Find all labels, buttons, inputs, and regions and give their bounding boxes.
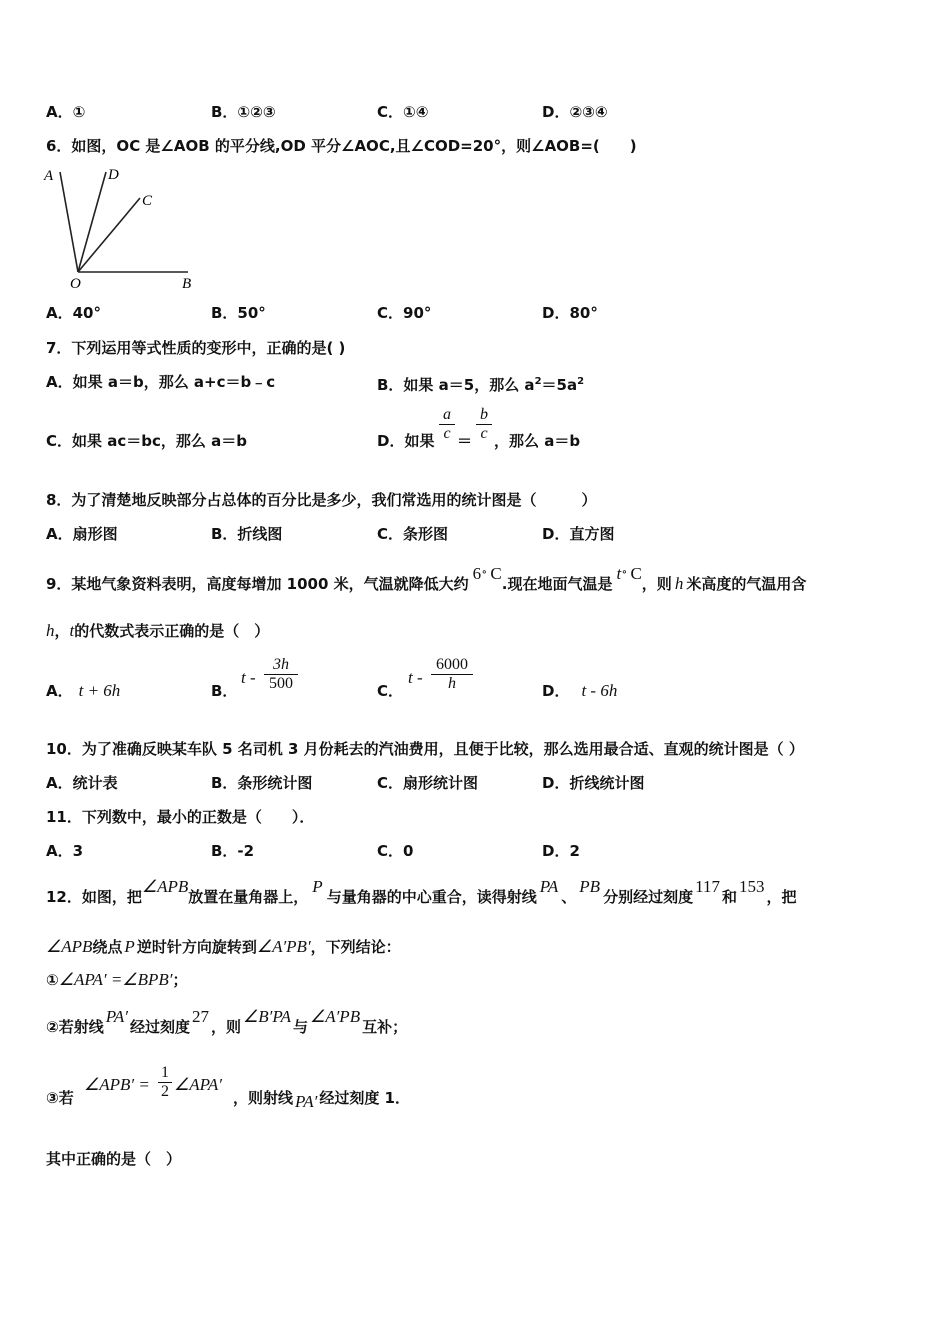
q7-frac-b-over-c: $\frac{b}{c}$ — [476, 406, 492, 443]
q9-stem-line1: 9．某地气象资料表明，高度每增加 1000 米，气温就降低大约6∘ C.现在地面气温是t∘ C，则 h 米高度的气温用含 — [46, 564, 807, 593]
q8-option-c: C．条形图 — [377, 525, 449, 543]
q12-conclusion-3-pre: ③若 — [46, 1089, 74, 1107]
label-d: D — [108, 167, 119, 183]
q11-stem: 11．下列数中，最小的正数是（ ）． — [46, 808, 315, 826]
q10-option-c: C．扇形统计图 — [377, 774, 479, 792]
q9-option-d: D． t - 6h — [542, 681, 618, 700]
label-o: O — [70, 276, 81, 292]
q7-frac-a-over-c: $\frac{a}{c}$ — [439, 406, 455, 443]
q10-option-a: A．统计表 — [46, 774, 118, 792]
q9-option-b-label: B． — [211, 682, 238, 700]
q11-option-d: D．2 — [542, 842, 580, 860]
q6-option-d: D．80° — [542, 304, 598, 322]
label-b: B — [182, 276, 192, 292]
q12-stem-line2: ∠APB绕点 P 逆时针方向旋转到∠A′PB′，下列结论： — [46, 937, 401, 956]
q9-option-c-lead: t - — [408, 668, 423, 687]
q8-option-b: B．折线图 — [211, 525, 283, 543]
q9-option-c-label: C． — [377, 682, 404, 700]
q5-option-c: C．①④ — [377, 103, 429, 121]
q6-option-a: A．40° — [46, 304, 101, 322]
q7-option-c: C．如果 ac＝bc，那么 a＝b — [46, 432, 247, 450]
q8-stem: 8．为了清楚地反映部分占总体的百分比是多少，我们常选用的统计图是（ ） — [46, 491, 597, 509]
q7-equals: ＝ — [457, 432, 473, 450]
q5-option-b: B．①②③ — [211, 103, 276, 121]
q9-option-c-fraction: $\frac{6000}{h}$ — [431, 656, 473, 693]
q12-conclusion-3-lhs: ∠APB′ = — [84, 1075, 150, 1094]
q5-option-a: A．① — [46, 103, 86, 121]
q9-stem-line2: h，t的代数式表示正确的是（ ） — [46, 621, 270, 640]
q8-option-d: D．直方图 — [542, 525, 615, 543]
q10-option-b: B．条形统计图 — [211, 774, 313, 792]
q7-option-d-post: ，那么 a＝b — [494, 432, 581, 450]
q9-option-b-lead: t - — [241, 668, 256, 687]
q12-stem-line1: 12．如图，把∠APB放置在量角器上，P与量角器的中心重合，读得射线PA、PB分别经过刻度117和153，把 — [46, 877, 797, 906]
ray-oc — [78, 198, 140, 272]
q10-stem: 10．为了准确反映某车队 5 名司机 3 月份耗去的汽油费用，且便于比较，那么选用最合适、直观的统计图是（ ） — [46, 740, 804, 758]
q9-option-a: A． t + 6h — [46, 681, 121, 700]
label-c: C — [142, 193, 153, 209]
q10-option-d: D．折线统计图 — [542, 774, 645, 792]
q6-stem: 6．如图，OC 是∠AOB 的平分线,OD 平分∠AOC,且∠COD=20°，则∠AOB=( ) — [46, 137, 637, 155]
q7-option-d-pre: D．如果 — [377, 432, 435, 450]
q12-conclusion-3-post: ，则射线 PA′ 经过刻度 1． — [233, 1089, 410, 1111]
q12-final-prompt: 其中正确的是（ ） — [46, 1150, 182, 1168]
q8-option-a: A．扇形图 — [46, 525, 118, 543]
q6-option-b: B．50° — [211, 304, 266, 322]
q6-option-c: C．90° — [377, 304, 432, 322]
q11-option-b: B．-2 — [211, 842, 255, 860]
q7-stem: 7．下列运用等式性质的变形中，正确的是( ) — [46, 339, 346, 357]
q7-option-a: A．如果 a＝b，那么 a+c＝b﹣c — [46, 373, 276, 391]
q12-conclusion-2: ②若射线PA′经过刻度27，则∠B′PA与∠A′PB互补； — [46, 1007, 408, 1036]
q12-conclusion-3-rhs: ∠APA′ — [174, 1075, 222, 1094]
label-a: A — [44, 168, 54, 184]
q12-conclusion-1: ①∠APA′ =∠BPB′； — [46, 970, 188, 989]
q11-option-c: C．0 — [377, 842, 414, 860]
q9-option-b-fraction: $\frac{3h}{500}$ — [264, 656, 298, 693]
q11-option-a: A．3 — [46, 842, 84, 860]
q5-option-d: D．②③④ — [542, 103, 608, 121]
q6-angle-figure — [40, 160, 210, 292]
q7-option-b: B．如果 a＝5，那么 $a^2=5a^2$ — [377, 376, 585, 394]
ray-oa — [60, 172, 78, 272]
ray-od — [78, 172, 106, 272]
q12-conclusion-3-half: $\frac{1}{2}$ — [158, 1064, 172, 1101]
